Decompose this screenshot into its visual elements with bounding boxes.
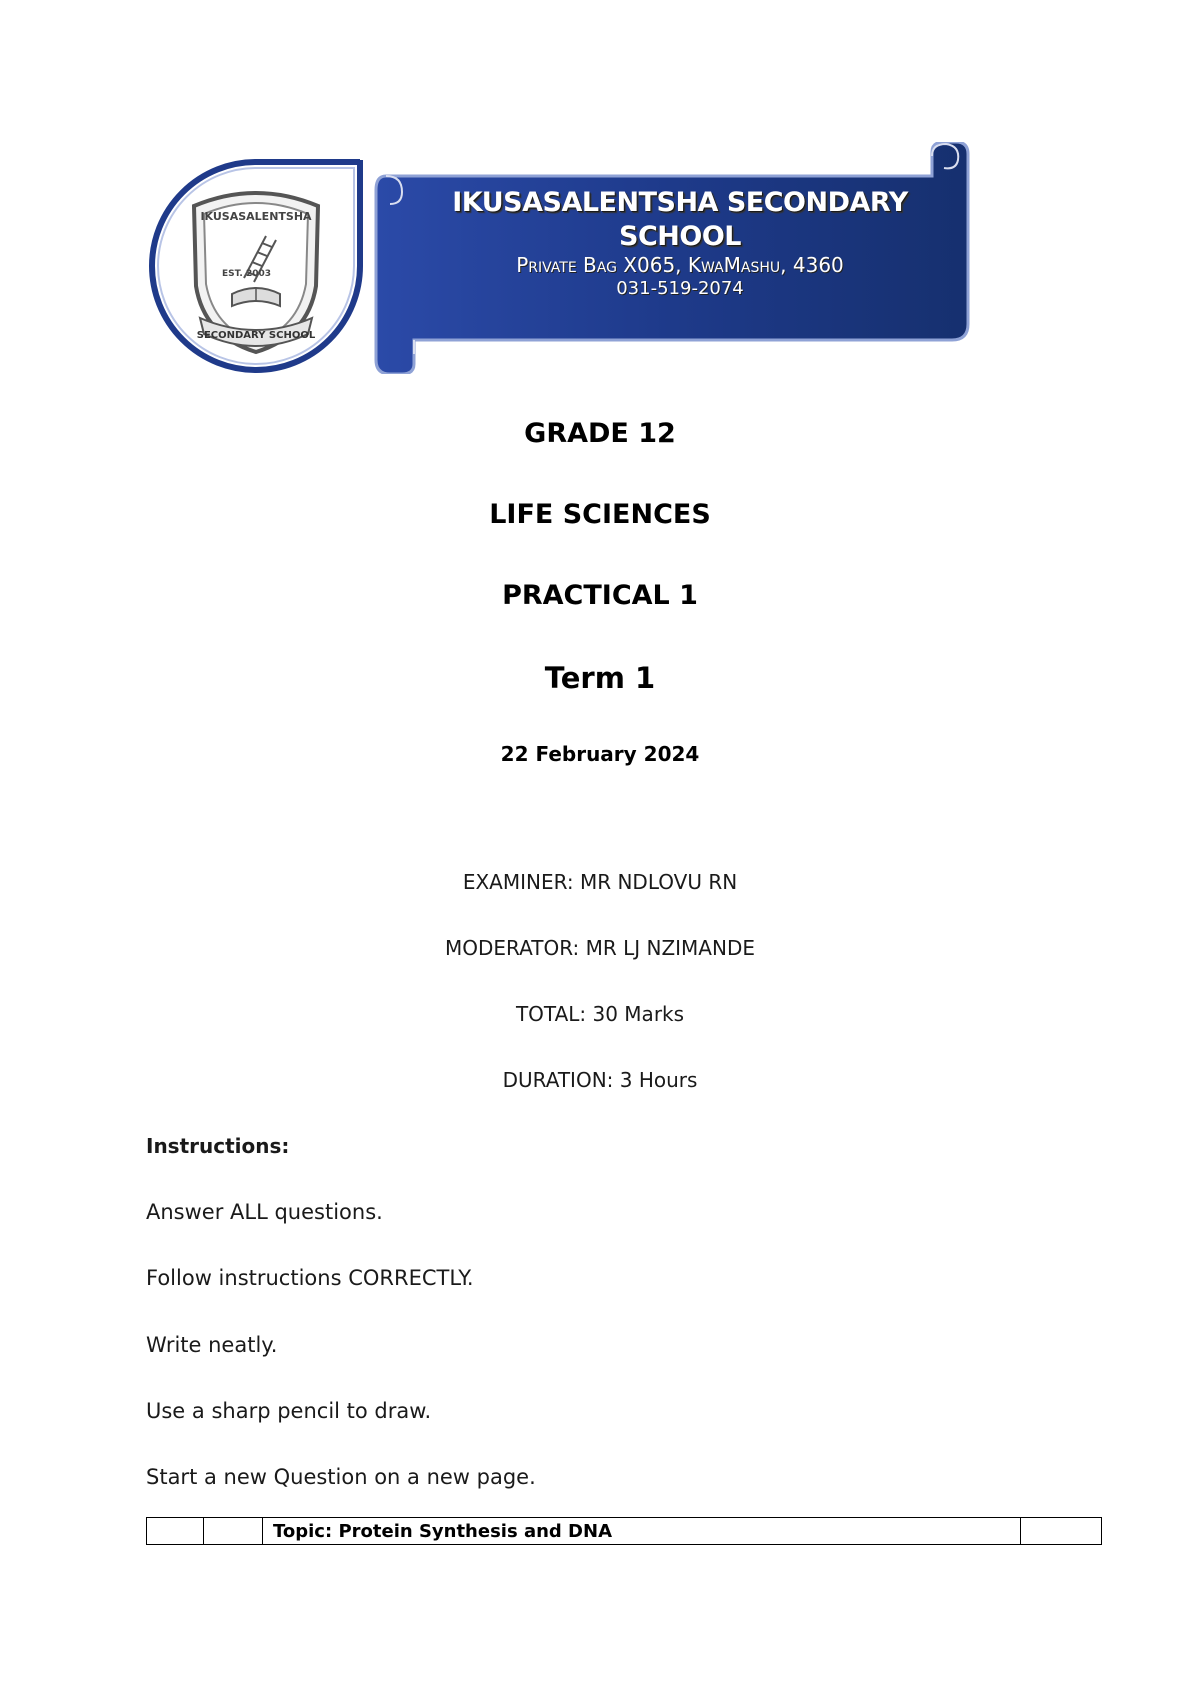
instructions-heading: Instructions: [146, 1134, 290, 1158]
total-marks: TOTAL: 30 Marks [515, 1002, 685, 1026]
logo-bottom-text: SECONDARY SCHOOL [196, 330, 316, 341]
logo-top-text: IKUSASALENTSHA [200, 210, 312, 223]
practical-title: PRACTICAL 1 [502, 580, 698, 611]
topic-table [146, 1517, 1102, 1545]
exam-date: 22 February 2024 [500, 742, 700, 766]
school-logo [148, 156, 364, 376]
subject-title: LIFE SCIENCES [489, 499, 711, 530]
school-name-line2: SCHOOL [619, 221, 741, 252]
instruction-item: Answer ALL questions. [146, 1200, 383, 1224]
table-cell [1021, 1518, 1102, 1545]
topic-cell: Topic: Protein Synthesis and DNA [263, 1518, 1021, 1545]
examiner: EXAMINER: MR NDLOVU RN [462, 870, 738, 894]
moderator: MODERATOR: MR LJ NZIMANDE [445, 936, 755, 960]
duration: DURATION: 3 Hours [502, 1068, 698, 1092]
school-name-line1: IKUSASALENTSHA SECONDARY [452, 187, 908, 218]
instruction-item: Follow instructions CORRECTLY. [146, 1266, 474, 1290]
grade-title: GRADE 12 [524, 418, 676, 449]
instruction-item: Start a new Question on a new page. [146, 1465, 536, 1489]
term-title: Term 1 [544, 661, 656, 695]
school-phone: 031-519-2074 [616, 278, 744, 299]
table-cell [204, 1518, 263, 1545]
instruction-item: Write neatly. [146, 1333, 278, 1357]
instruction-item: Use a sharp pencil to draw. [146, 1399, 432, 1423]
logo-est-text: EST. 2003 [222, 269, 272, 279]
school-address: Private Bag X065, KwaMashu, 4360 [516, 253, 844, 277]
table-cell [147, 1518, 204, 1545]
banner-text [410, 186, 950, 300]
table-row [147, 1518, 1102, 1545]
